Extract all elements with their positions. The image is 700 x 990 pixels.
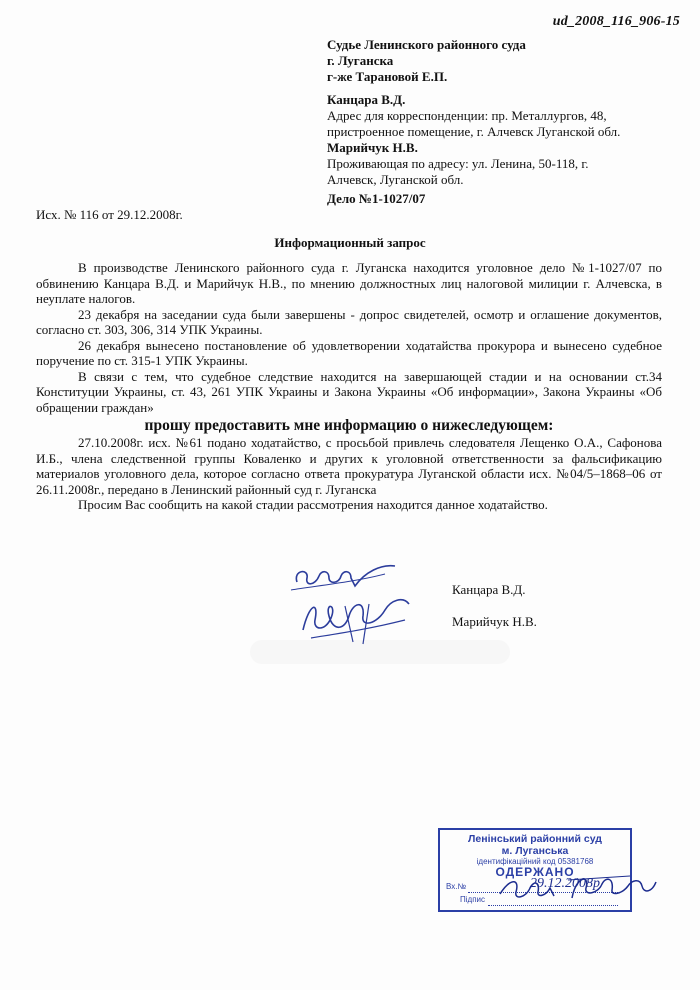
paragraph-4: В связи с тем, что судебное следствие находится на завершающей стадии и на основании ст.34 Конституции Украины, ст. 43, 261 УПК Украины и Закона Украины «Об информации», Закона Украины «Об обращении граждан» bbox=[36, 368, 662, 415]
scan-artifact bbox=[250, 640, 510, 664]
stamp-date: 29.12.2008р bbox=[530, 876, 600, 891]
outgoing-reference: Исх. № 116 от 29.12.2008г. bbox=[36, 207, 183, 222]
addressee-line-1: Судье Ленинского районного суда bbox=[327, 37, 526, 52]
document-title: Информационный запрос bbox=[274, 235, 426, 250]
document-id: ud_2008_116_906-15 bbox=[552, 14, 680, 29]
stamp-handwritten-signature bbox=[480, 858, 670, 908]
sender-address-1-line-2: пристроенное помещение, г. Алчевск Луганской обл. bbox=[327, 124, 621, 139]
addressee-line-2: г. Луганска bbox=[327, 53, 394, 68]
paragraph-5: 27.10.2008г. исх. №61 подано ходатайство, с просьбой привлечь следователя Лещенко О.А., Сафонова И.Б., члена следственной группы Коваленко и других к уголовной ответственности за фальсификацию материалов уголовного дела, которое согласно ответа прокуратура Луганской области исх. №04/5–1868–06 от 26.11.2008г., передано в Ленинский районный суд г. Луганска bbox=[36, 435, 662, 497]
stamp-city: м. Луганська bbox=[501, 845, 569, 857]
sender-block bbox=[327, 92, 667, 188]
request-line: прошу предоставить мне информацию о нижеследующем: bbox=[144, 417, 554, 434]
sender-address-2-line-1: Проживающая по адресу: ул. Ленина, 50-118, г. bbox=[327, 156, 589, 171]
document-body bbox=[36, 260, 662, 513]
signature-scribble bbox=[285, 560, 425, 650]
stamp-id-code: ідентифікаційний код 05381768 bbox=[476, 857, 594, 866]
stamp-signature-label: Підпис bbox=[460, 895, 485, 904]
stamp-court-name: Ленінський районний суд bbox=[468, 833, 602, 845]
addressee-line-3: г-же Тарановой Е.П. bbox=[327, 69, 448, 84]
case-number: Дело №1-1027/07 bbox=[327, 191, 426, 206]
signer-1-name: Канцара В.Д. bbox=[452, 582, 526, 597]
paragraph-2: 23 декабря на заседании суда были завершены - допрос свидетелей, осмотр и оглашение документов, согласно ст. 303, 306, 314 УПК Украины. bbox=[36, 306, 662, 337]
stamp-incoming-label: Вх.№ bbox=[446, 882, 467, 891]
handwritten-signatures bbox=[285, 560, 425, 650]
paragraph-1: В производстве Ленинского районного суда г. Луганска находится уголовное дело №1-1027/07 по обвинению Канцара В.Д. и Марийчук Н.В., по мнению должностных лиц налоговой милиции г. Алчевска, в неуплате налогов. bbox=[36, 260, 662, 306]
sender-address-2-line-2: Алчевск, Луганской обл. bbox=[327, 172, 464, 187]
stamp-received: ОДЕРЖАНО bbox=[495, 865, 575, 879]
sender-address-1-line-1: Адрес для корреспонденции: пр. Металлургов, 48, bbox=[327, 108, 607, 123]
paragraph-6: Просим Вас сообщить на какой стадии рассмотрения находится данное ходатайство. bbox=[78, 497, 548, 512]
signer-2-name: Марийчук Н.В. bbox=[452, 614, 537, 629]
sender-name-1: Канцара В.Д. bbox=[327, 92, 406, 107]
paragraph-3: 26 декабря вынесено постановление об удовлетворении ходатайства прокурора и вынесено судебное поручение по ст. 315-1 УПК Украины. bbox=[36, 337, 662, 368]
addressee-block bbox=[327, 37, 526, 85]
sender-name-2: Марийчук Н.В. bbox=[327, 140, 418, 155]
